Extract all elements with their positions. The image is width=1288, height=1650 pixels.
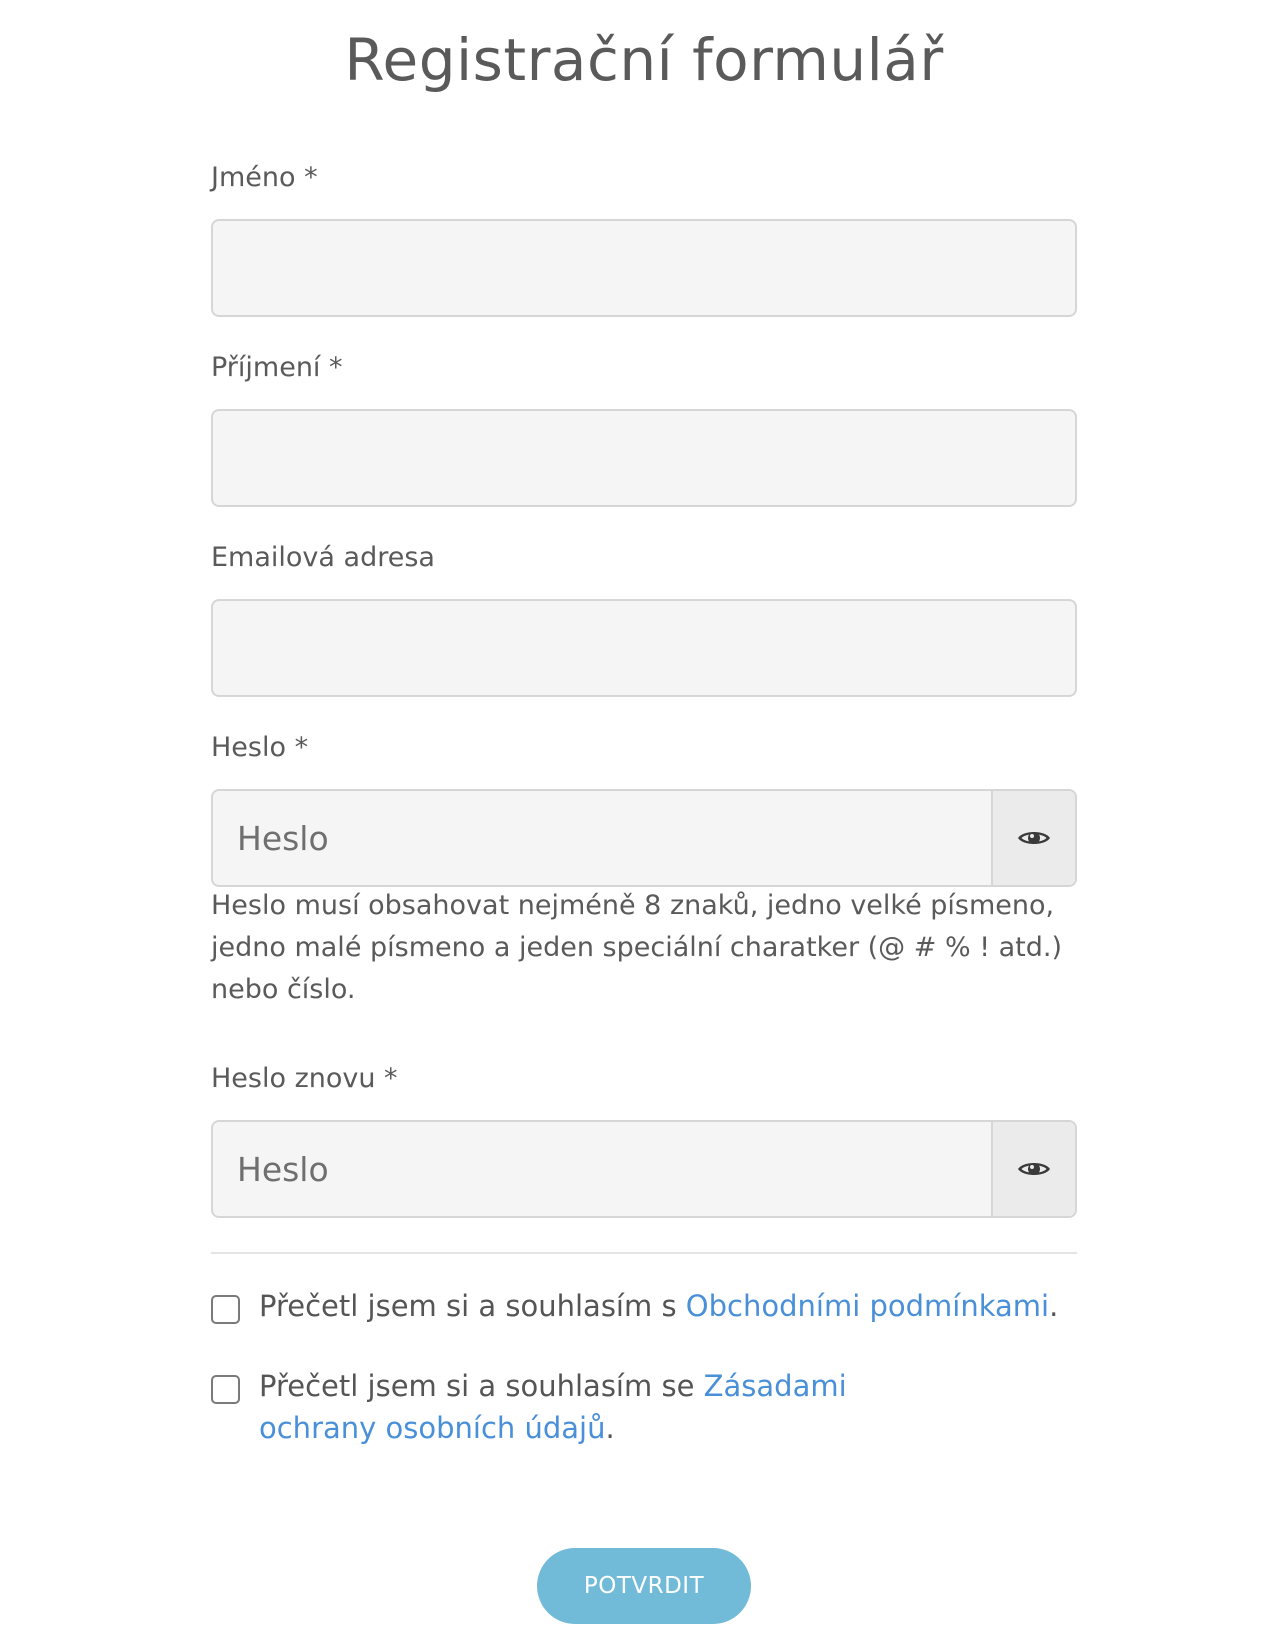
- last-name-input[interactable]: [211, 409, 1077, 507]
- divider: [211, 1252, 1077, 1254]
- privacy-checkbox[interactable]: [211, 1375, 240, 1404]
- privacy-consent-text: [259, 1365, 959, 1449]
- privacy-consent-suffix: .: [605, 1411, 615, 1445]
- email-input[interactable]: [211, 599, 1077, 697]
- toggle-password-button[interactable]: [991, 791, 1075, 885]
- first-name-label: Jméno *: [211, 162, 318, 193]
- password-again-label: Heslo znovu *: [211, 1063, 398, 1094]
- password-again-input-group: [211, 1120, 1077, 1218]
- page-title: Registrační formulář: [344, 26, 944, 94]
- terms-consent-text: [259, 1285, 1079, 1327]
- password-help-text: Heslo musí obsahovat nejméně 8 znaků, jedno velké písmeno, jedno malé písmeno a jeden speciální charatker (@ # % ! atd.) nebo číslo.: [211, 890, 1062, 1005]
- password-input-group: [211, 789, 1077, 887]
- terms-checkbox[interactable]: [211, 1295, 240, 1324]
- first-name-input[interactable]: [211, 219, 1077, 317]
- privacy-consent-prefix: Přečetl jsem si a souhlasím se: [259, 1369, 704, 1403]
- terms-link[interactable]: Obchodními podmínkami: [685, 1289, 1050, 1323]
- toggle-password-again-button[interactable]: [991, 1122, 1075, 1216]
- terms-consent-suffix: .: [1049, 1289, 1059, 1323]
- password-input[interactable]: Heslo: [237, 818, 329, 858]
- terms-consent-prefix: Přečetl jsem si a souhlasím s: [259, 1289, 686, 1323]
- email-label: Emailová adresa: [211, 542, 435, 573]
- submit-button[interactable]: POTVRDIT: [537, 1548, 751, 1624]
- eye-icon: [1017, 1158, 1051, 1180]
- eye-icon: [1017, 827, 1051, 849]
- password-again-input[interactable]: Heslo: [237, 1149, 329, 1189]
- privacy-link[interactable]: Zásadami ochrany osobních údajů: [259, 1369, 847, 1445]
- last-name-label: Příjmení *: [211, 352, 343, 383]
- password-label: Heslo *: [211, 732, 309, 763]
